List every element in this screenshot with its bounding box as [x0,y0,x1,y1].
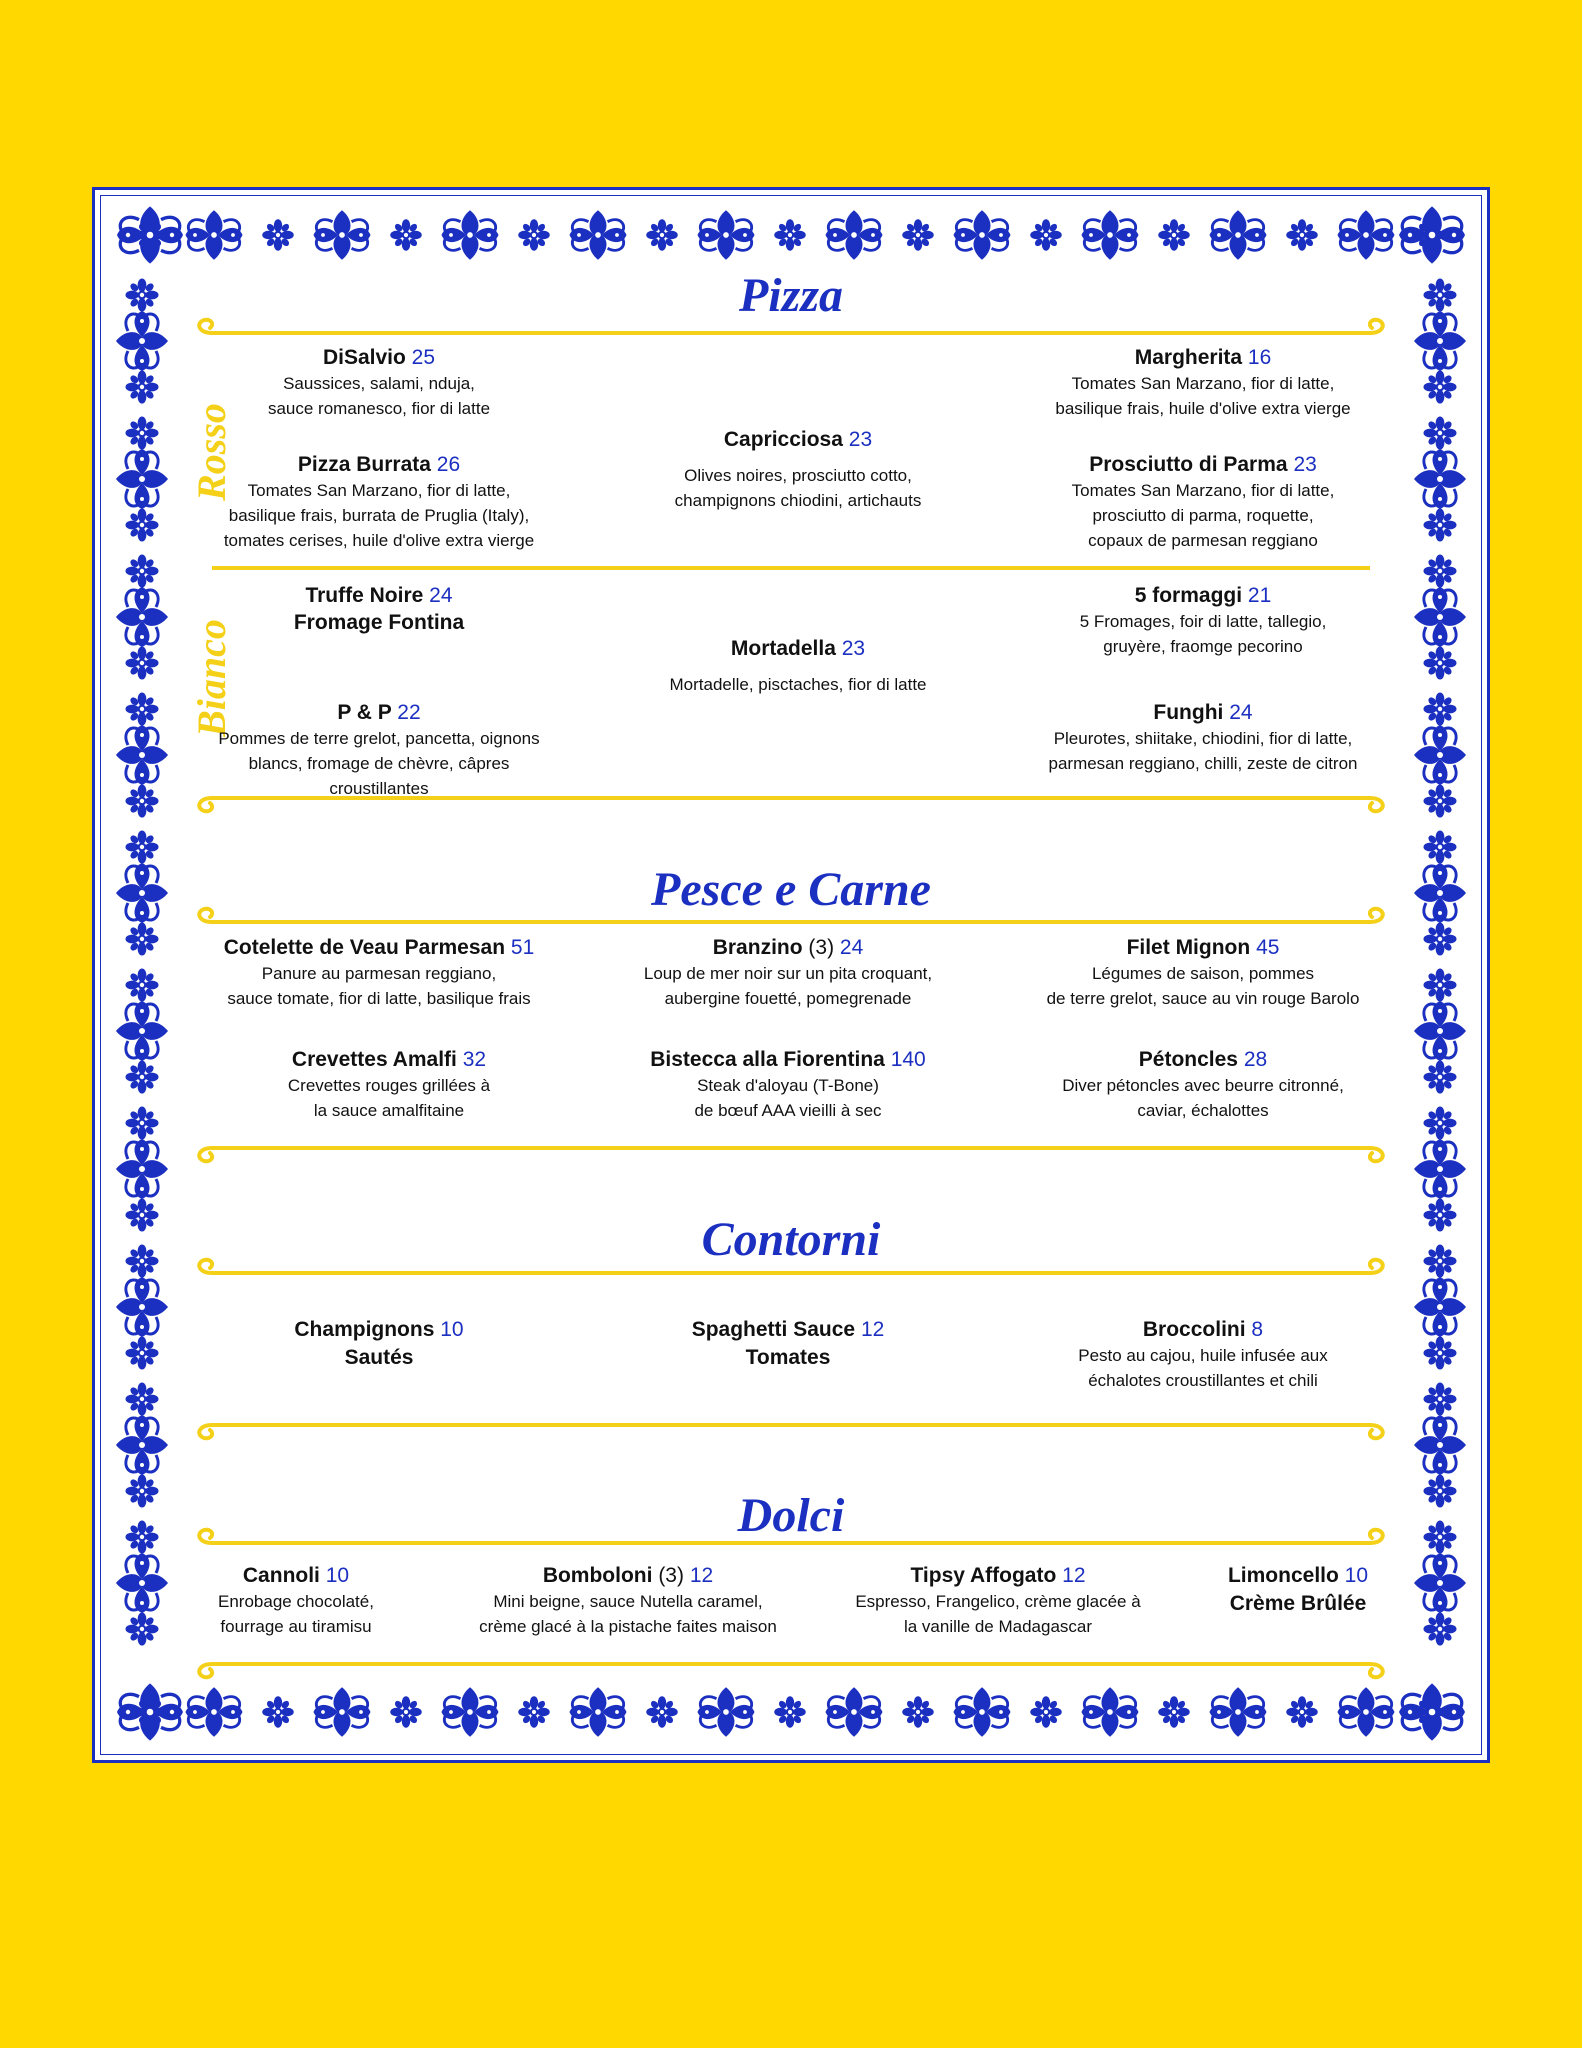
item-desc: Pommes de terre grelot, pancetta, oignons [218,729,540,748]
menu-item-petoncles [1023,1046,1383,1123]
item-desc: Pesto au cajou, huile infusée aux [1078,1346,1328,1365]
item-desc: Légumes de saison, pommes [1091,964,1315,983]
menu-item-5-formaggi [1033,582,1373,659]
item-price: 22 [397,701,421,724]
menu-item-limoncello [1198,1562,1398,1619]
item-desc: Mortadelle, pisctaches, fior di latte [669,675,927,694]
item-price: 21 [1247,584,1272,607]
item-name: DiSalvio [322,346,406,369]
item-name: Bomboloni [542,1564,653,1587]
item-price: 25 [411,346,436,369]
item-desc: Diver pétoncles avec beurre citronné, [1062,1076,1344,1095]
item-desc: 5 Fromages, foir di latte, tallegio, [1079,612,1327,631]
item-desc: basilique frais, huile d'olive extra vierge [1055,399,1351,418]
item-name: Bistecca alla Fiorentina [650,1048,885,1071]
menu-item-cotelette [209,934,549,1011]
menu-item-pizza-burrata [209,451,549,553]
item-name: Truffe Noire [305,584,424,607]
item-price: 32 [462,1048,487,1071]
item-desc: sauce romanesco, fior di latte [267,399,491,418]
item-name: Crevettes Amalfi [291,1048,457,1071]
menu-item-bistecca [618,1046,958,1123]
item-desc: la vanille de Madagascar [903,1617,1093,1636]
item-desc: blancs, fromage de chèvre, câpres croustillantes [248,754,510,798]
item-desc: caviar, échalottes [1137,1101,1269,1120]
item-name: Funghi [1153,701,1224,724]
item-desc: Enrobage chocolaté, [218,1592,374,1611]
section-title-contorni: Contorni [701,1213,881,1266]
item-desc: Tomates San Marzano, fior di latte, [247,481,511,500]
item-price: 45 [1256,936,1280,959]
menu-item-spaghetti [638,1316,938,1373]
item-price: 28 [1243,1048,1268,1071]
item-desc: sauce tomate, fior di latte, basilique frais [227,989,531,1008]
item-desc: de bœuf AAA vieilli à sec [694,1101,882,1120]
item-desc: Tomates San Marzano, fior di latte, [1071,374,1335,393]
menu-item-mortadella [628,635,968,697]
item-desc: tomates cerises, huile d'olive extra vierge [223,531,535,550]
item-desc: Crevettes rouges grillées à [287,1076,491,1095]
item-price: 12 [1062,1564,1086,1587]
item-desc: Espresso, Frangelico, crème glacée à [855,1592,1141,1611]
item-price: 10 [440,1318,464,1341]
item-desc: prosciutto di parma, roquette, [1092,506,1314,525]
item-name: Limoncello [1227,1564,1339,1587]
item-desc: parmesan reggiano, chilli, zeste de citron [1048,754,1358,773]
item-subtitle: Fromage Fontina [293,611,465,634]
item-price: 24 [839,936,864,959]
item-quantity: (3) [808,936,835,959]
item-subtitle: Crème Brûlée [1229,1592,1367,1615]
section-title-dolci: Dolci [737,1489,845,1542]
item-desc: copaux de parmesan reggiano [1088,531,1318,550]
item-name: Pétoncles [1138,1048,1238,1071]
item-desc: Mini beigne, sauce Nutella caramel, [493,1592,763,1611]
label-bianco: Bianco [189,619,234,737]
item-desc: Loup de mer noir sur un pita croquant, [643,964,933,983]
item-desc: Olives noires, prosciutto cotto, [684,466,912,485]
menu-item-disalvio [229,344,529,421]
item-subtitle: Sautés [344,1346,414,1369]
item-desc: fourrage au tiramisu [220,1617,372,1636]
item-desc: champignons chiodini, artichauts [674,491,922,510]
item-desc: basilique frais, burrata de Pruglia (Italy), [228,506,530,525]
item-desc: gruyère, fraomge pecorino [1103,637,1303,656]
item-name: Filet Mignon [1126,936,1251,959]
item-price: 23 [1293,453,1317,476]
menu-item-broccolini [1043,1316,1363,1393]
item-price: 24 [1229,701,1253,724]
menu-item-crevettes-amalfi [229,1046,549,1123]
item-quantity: (3) [658,1564,684,1587]
item-name: Margherita [1134,346,1243,369]
menu-item-capricciosa [628,426,968,513]
menu-item-branzino [618,934,958,1011]
item-desc: la sauce amalfitaine [313,1101,465,1120]
item-price: 51 [510,936,535,959]
item-subtitle: Tomates [745,1346,831,1369]
menu-item-prosciutto [1033,451,1373,553]
menu-item-tipsy-affogato [818,1562,1178,1639]
item-price: 10 [325,1564,350,1587]
item-name: Branzino [712,936,803,959]
menu-item-funghi [1033,699,1373,776]
item-desc: Panure au parmesan reggiano, [261,964,497,983]
item-desc: Steak d'aloyau (T-Bone) [697,1076,879,1095]
item-desc: de terre grelot, sauce au vin rouge Barolo [1046,989,1360,1008]
item-name: Capricciosa [723,428,843,451]
menu-item-cannoli [196,1562,396,1639]
menu-item-margherita [1033,344,1373,421]
item-desc: crème glacé à la pistache faites maison [479,1617,777,1636]
item-desc: échalotes croustillantes et chili [1088,1371,1318,1390]
item-name: Cotelette de Veau Parmesan [223,936,506,959]
section-title-pesce-e-carne: Pesce e Carne [651,863,931,916]
menu-item-truffe-noire [229,582,529,636]
item-desc: aubergine fouetté, pomegrenade [664,989,912,1008]
item-name: Broccolini [1142,1318,1246,1341]
section-title-pizza: Pizza [738,269,843,322]
label-rosso: Rosso [189,403,234,501]
item-name: P & P [337,701,392,724]
item-desc: Saussices, salami, nduja, [283,374,475,393]
item-price: 140 [890,1048,926,1071]
item-name: Cannoli [242,1564,320,1587]
menu-item-bomboloni [438,1562,818,1639]
item-desc: Tomates San Marzano, fior di latte, [1071,481,1335,500]
item-price: 26 [436,453,461,476]
item-price: 10 [1344,1564,1369,1587]
item-price: 24 [429,584,453,607]
item-name: Mortadella [730,637,836,660]
item-name: Tipsy Affogato [910,1564,1057,1587]
menu-item-champignons [229,1316,529,1373]
item-name: 5 formaggi [1134,584,1243,607]
item-price: 12 [860,1318,885,1341]
item-name: Pizza Burrata [297,453,431,476]
item-price: 8 [1251,1318,1264,1341]
item-name: Prosciutto di Parma [1089,453,1288,476]
item-name: Champignons [294,1318,435,1341]
item-desc: Pleurotes, shiitake, chiodini, fior di latte, [1053,729,1353,748]
item-price: 23 [848,428,873,451]
item-price: 12 [689,1564,714,1587]
menu-item-filet-mignon [1023,934,1383,1011]
item-price: 16 [1247,346,1272,369]
item-price: 23 [841,637,866,660]
menu-item-p-and-p [199,699,559,801]
item-name: Spaghetti Sauce [691,1318,856,1341]
